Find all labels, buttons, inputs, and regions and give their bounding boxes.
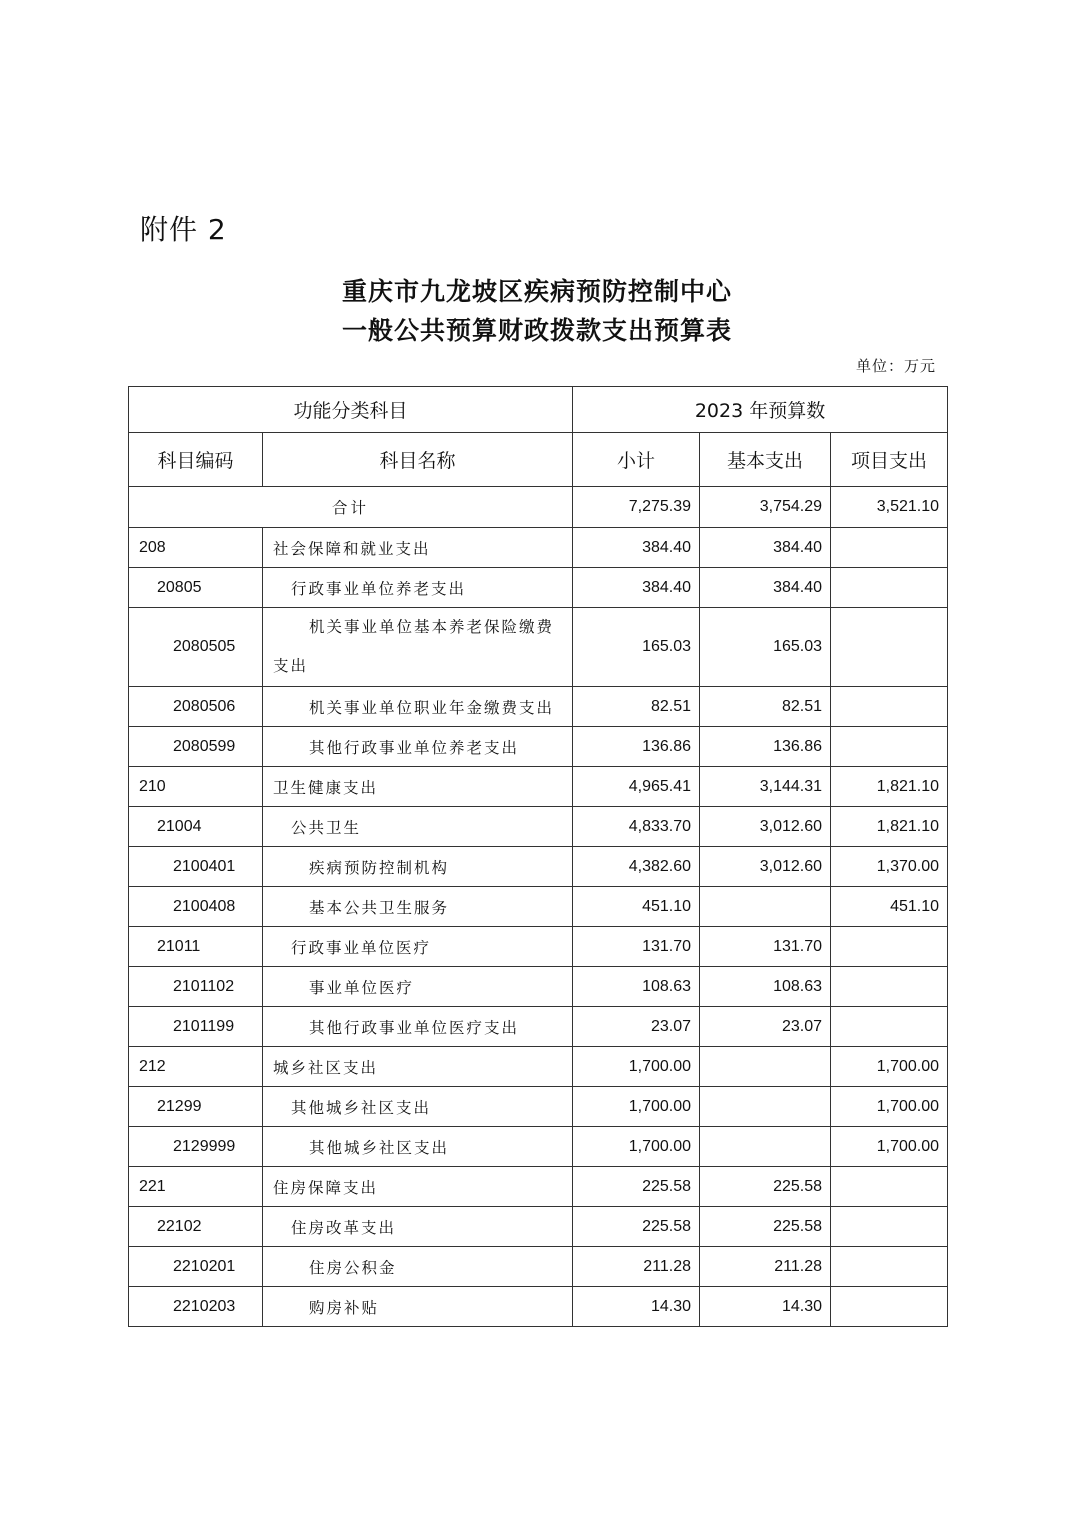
row-project — [831, 608, 948, 687]
row-subtotal: 1,700.00 — [573, 1047, 700, 1087]
table-row — [129, 1087, 948, 1127]
row-subtotal: 384.40 — [573, 568, 700, 608]
row-basic — [700, 1047, 831, 1087]
table-row — [129, 608, 948, 687]
row-basic: 165.03 — [700, 608, 831, 687]
table-row — [129, 1167, 948, 1207]
row-name: 卫生健康支出 — [263, 767, 573, 807]
document-title-line1: 重庆市九龙坡区疾病预防控制中心 — [341, 277, 732, 306]
row-basic: 108.63 — [700, 967, 831, 1007]
row-code: 20805 — [129, 568, 263, 608]
row-name: 行政事业单位养老支出 — [263, 568, 573, 608]
row-basic — [700, 1127, 831, 1167]
row-code: 21299 — [129, 1087, 263, 1127]
row-name: 其他行政事业单位养老支出 — [263, 727, 573, 767]
row-project — [831, 1247, 948, 1287]
row-name: 其他城乡社区支出 — [263, 1087, 573, 1127]
row-code: 2080506 — [129, 687, 263, 727]
row-subtotal: 211.28 — [573, 1247, 700, 1287]
row-project — [831, 1167, 948, 1207]
header-functional-classification: 功能分类科目 — [129, 387, 573, 433]
document-title-line2: 一般公共预算财政拨款支出预算表 — [341, 316, 732, 345]
table-row — [129, 727, 948, 767]
row-project: 1,821.10 — [831, 807, 948, 847]
row-basic: 225.58 — [700, 1167, 831, 1207]
row-subtotal: 1,700.00 — [573, 1127, 700, 1167]
row-subtotal: 451.10 — [573, 887, 700, 927]
row-code: 2129999 — [129, 1127, 263, 1167]
row-code: 210 — [129, 767, 263, 807]
row-code: 21004 — [129, 807, 263, 847]
table-row — [129, 568, 948, 608]
row-code: 2101102 — [129, 967, 263, 1007]
header-budget-year: 2023 年预算数 — [573, 387, 948, 433]
row-subtotal: 131.70 — [573, 927, 700, 967]
row-name — [263, 608, 573, 687]
row-subtotal: 4,382.60 — [573, 847, 700, 887]
row-project — [831, 1207, 948, 1247]
row-basic: 136.86 — [700, 727, 831, 767]
row-name: 公共卫生 — [263, 807, 573, 847]
row-project — [831, 967, 948, 1007]
row-name: 疾病预防控制机构 — [263, 847, 573, 887]
row-code: 2100408 — [129, 887, 263, 927]
table-row — [129, 1047, 948, 1087]
table-header-row-2 — [129, 433, 948, 487]
row-basic: 131.70 — [700, 927, 831, 967]
total-basic: 3,754.29 — [700, 487, 831, 528]
attachment-label: 附件 2 — [140, 213, 227, 246]
table-row — [129, 887, 948, 927]
table-header-row-1 — [129, 387, 948, 433]
row-name: 行政事业单位医疗 — [263, 927, 573, 967]
row-name: 机关事业单位职业年金缴费支出 — [263, 687, 573, 727]
row-name-part2: 支出 — [273, 657, 309, 675]
row-project — [831, 1007, 948, 1047]
table-row — [129, 767, 948, 807]
row-name: 住房改革支出 — [263, 1207, 573, 1247]
row-name: 社会保障和就业支出 — [263, 528, 573, 568]
row-subtotal: 14.30 — [573, 1287, 700, 1327]
header-code: 科目编码 — [129, 433, 263, 487]
row-basic: 384.40 — [700, 528, 831, 568]
row-project: 1,700.00 — [831, 1047, 948, 1087]
row-subtotal: 108.63 — [573, 967, 700, 1007]
row-basic: 384.40 — [700, 568, 831, 608]
total-label: 合计 — [129, 487, 573, 528]
header-project-expenditure: 项目支出 — [831, 433, 948, 487]
header-basic-expenditure: 基本支出 — [700, 433, 831, 487]
header-name: 科目名称 — [263, 433, 573, 487]
row-basic: 82.51 — [700, 687, 831, 727]
row-basic: 14.30 — [700, 1287, 831, 1327]
budget-table — [128, 386, 948, 1327]
row-subtotal: 82.51 — [573, 687, 700, 727]
row-subtotal: 1,700.00 — [573, 1087, 700, 1127]
table-row — [129, 1247, 948, 1287]
row-subtotal: 225.58 — [573, 1167, 700, 1207]
row-basic: 225.58 — [700, 1207, 831, 1247]
total-project: 3,521.10 — [831, 487, 948, 528]
row-name: 住房保障支出 — [263, 1167, 573, 1207]
row-code: 2101199 — [129, 1007, 263, 1047]
table-row — [129, 1207, 948, 1247]
row-basic — [700, 887, 831, 927]
row-name: 基本公共卫生服务 — [263, 887, 573, 927]
row-name-part1: 机关事业单位基本养老保险缴费 — [309, 618, 555, 636]
row-basic: 23.07 — [700, 1007, 831, 1047]
table-row — [129, 687, 948, 727]
row-basic: 3,012.60 — [700, 847, 831, 887]
row-code: 22102 — [129, 1207, 263, 1247]
row-project: 451.10 — [831, 887, 948, 927]
table-row — [129, 967, 948, 1007]
row-project: 1,821.10 — [831, 767, 948, 807]
row-basic — [700, 1087, 831, 1127]
row-project — [831, 687, 948, 727]
row-project: 1,370.00 — [831, 847, 948, 887]
row-project — [831, 1287, 948, 1327]
row-subtotal: 4,965.41 — [573, 767, 700, 807]
row-basic: 3,012.60 — [700, 807, 831, 847]
row-code: 221 — [129, 1167, 263, 1207]
row-project — [831, 727, 948, 767]
row-basic: 211.28 — [700, 1247, 831, 1287]
unit-label: 单位：万元 — [855, 357, 936, 375]
table-row — [129, 1007, 948, 1047]
row-code: 212 — [129, 1047, 263, 1087]
row-code: 2080505 — [129, 608, 263, 687]
row-code: 2100401 — [129, 847, 263, 887]
row-subtotal: 165.03 — [573, 608, 700, 687]
row-code: 208 — [129, 528, 263, 568]
row-subtotal: 136.86 — [573, 727, 700, 767]
row-subtotal: 23.07 — [573, 1007, 700, 1047]
row-name: 其他城乡社区支出 — [263, 1127, 573, 1167]
total-row — [129, 487, 948, 528]
row-project — [831, 528, 948, 568]
row-name: 事业单位医疗 — [263, 967, 573, 1007]
row-project: 1,700.00 — [831, 1127, 948, 1167]
table-row — [129, 1287, 948, 1327]
row-subtotal: 384.40 — [573, 528, 700, 568]
header-subtotal: 小计 — [573, 433, 700, 487]
total-subtotal: 7,275.39 — [573, 487, 700, 528]
row-code: 2210203 — [129, 1287, 263, 1327]
row-project — [831, 568, 948, 608]
row-project: 1,700.00 — [831, 1087, 948, 1127]
row-subtotal: 4,833.70 — [573, 807, 700, 847]
table-row — [129, 528, 948, 568]
row-code: 21011 — [129, 927, 263, 967]
table-row — [129, 927, 948, 967]
row-name: 购房补贴 — [263, 1287, 573, 1327]
row-basic: 3,144.31 — [700, 767, 831, 807]
table-row — [129, 1127, 948, 1167]
row-code: 2210201 — [129, 1247, 263, 1287]
row-project — [831, 927, 948, 967]
row-name: 其他行政事业单位医疗支出 — [263, 1007, 573, 1047]
table-row — [129, 807, 948, 847]
row-code: 2080599 — [129, 727, 263, 767]
row-name: 住房公积金 — [263, 1247, 573, 1287]
row-subtotal: 225.58 — [573, 1207, 700, 1247]
row-name: 城乡社区支出 — [263, 1047, 573, 1087]
table-row — [129, 847, 948, 887]
